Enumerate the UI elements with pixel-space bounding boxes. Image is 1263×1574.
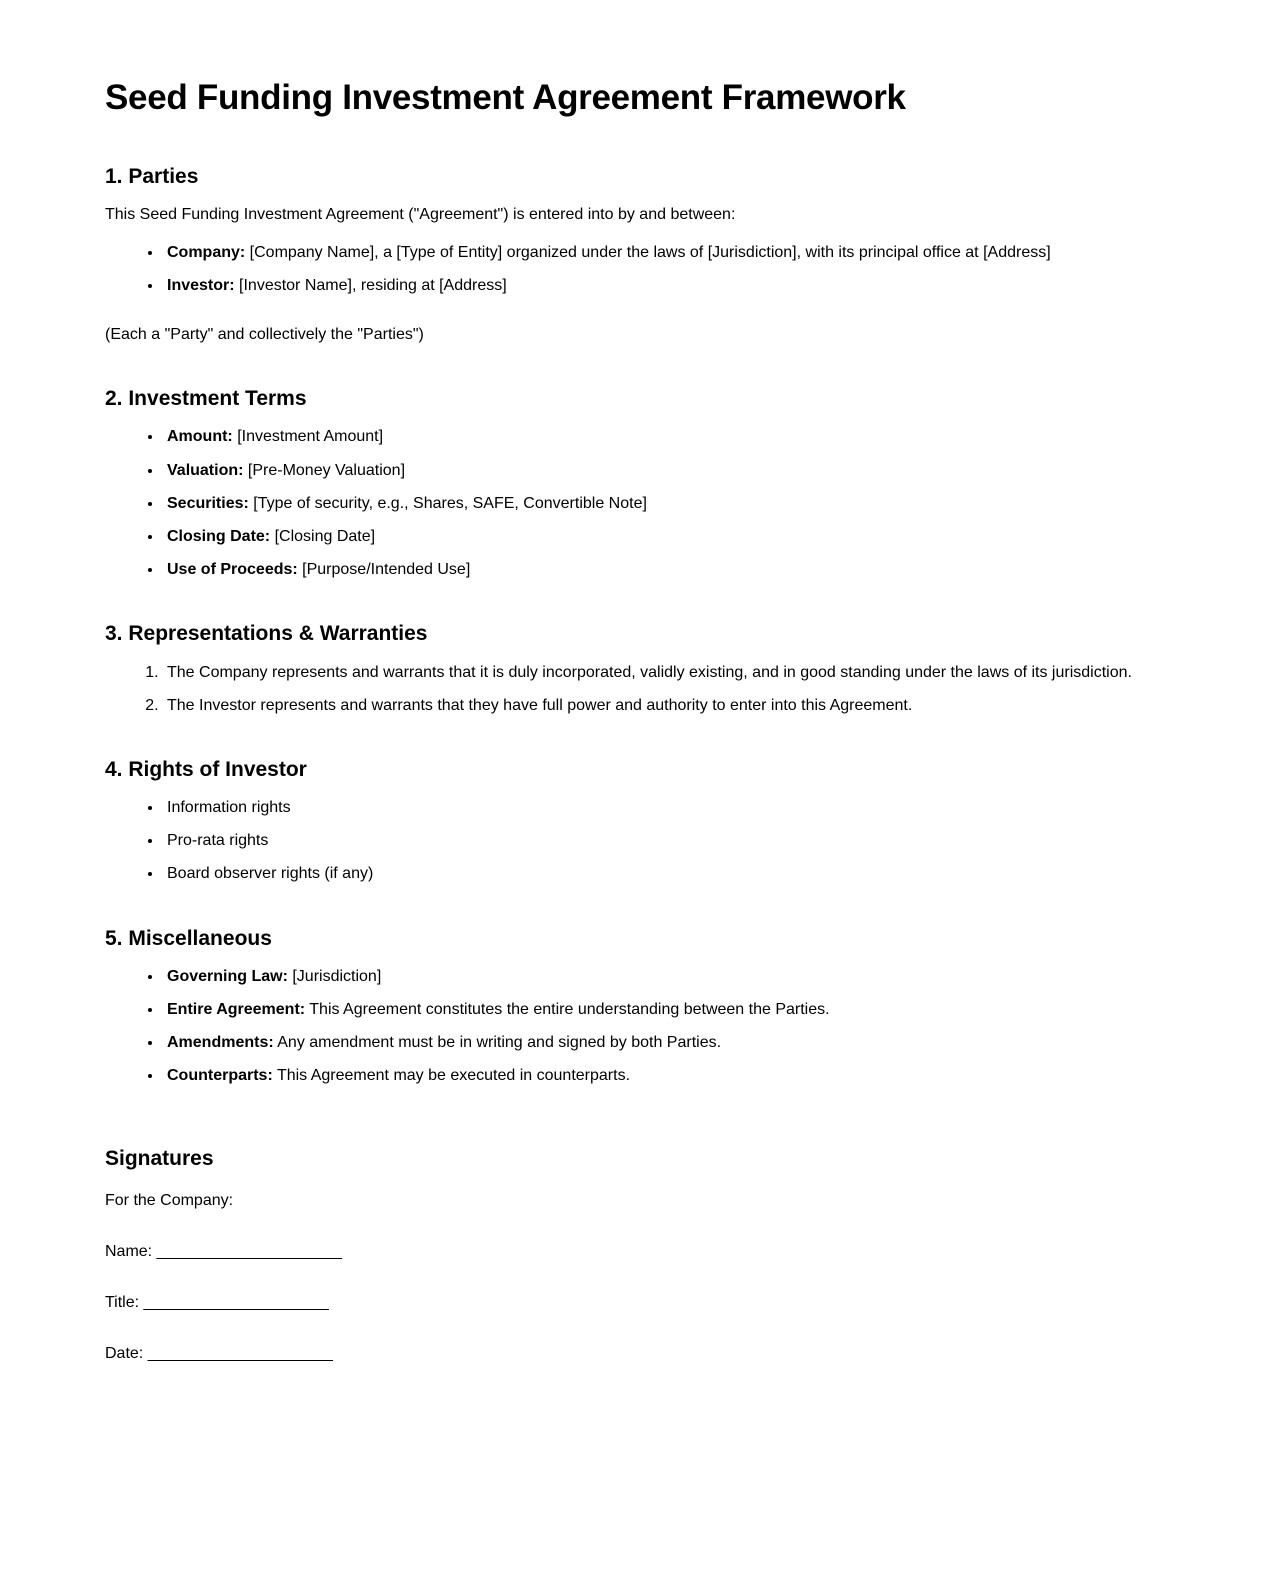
- list-item: • Board observer rights (if any): [163, 862, 1158, 885]
- signature-field-label: Name:: [105, 1242, 157, 1260]
- list-item: 1. The Company represents and warrants that it is duly incorporated, validly existing, and in good standing under the laws of its jurisdiction.: [163, 661, 1158, 684]
- list-item-label: Entire Agreement:: [167, 1001, 306, 1018]
- signature-field-label: Title:: [105, 1294, 144, 1312]
- section-investment-terms: [105, 386, 1158, 581]
- list-item-text: [Pre-Money Valuation]: [243, 461, 406, 479]
- list-item-label: Investor:: [167, 276, 235, 294]
- list-item-label: Company:: [167, 243, 246, 261]
- list-item-text: [Investor Name], residing at [Address]: [234, 276, 507, 294]
- list-item: [163, 998, 1158, 1021]
- section-heading-miscellaneous: 5. Miscellaneous: [105, 926, 272, 950]
- list-item: • Information rights: [163, 796, 1158, 819]
- list-item: [163, 558, 1158, 581]
- list-item: [163, 459, 1158, 482]
- section-miscellaneous: [105, 926, 1158, 1088]
- list-item: [163, 241, 1158, 264]
- signature-field-label: Date:: [105, 1345, 148, 1363]
- list-item-text: [Closing Date]: [270, 527, 376, 545]
- signature-fill-line[interactable]: ______________________: [156, 1242, 342, 1260]
- representations-list: [105, 661, 1158, 717]
- signature-fill-line[interactable]: ______________________: [147, 1345, 333, 1363]
- list-item: [163, 1064, 1158, 1087]
- section-rights-of-investor: [105, 757, 1158, 886]
- section-parties: [105, 164, 1158, 346]
- list-item-label: Counterparts:: [167, 1067, 273, 1085]
- list-item: [163, 1031, 1158, 1054]
- list-item-label: Valuation:: [167, 461, 244, 479]
- list-item: [163, 425, 1158, 448]
- list-item-label: Closing Date:: [167, 527, 271, 545]
- list-item: 2. The Investor represents and warrants that they have full power and authority to enter into this Agreement.: [163, 694, 1158, 717]
- section-heading-investment-terms: 2. Investment Terms: [105, 387, 307, 411]
- list-item-text: [Type of security, e.g., Shares, SAFE, Convertible Note]: [248, 494, 647, 512]
- list-item-text: [Company Name], a [Type of Entity] organized under the laws of [Jurisdiction], with its principal office at [Address]: [245, 243, 1051, 261]
- parties-list: [105, 241, 1158, 297]
- signature-field-name: [105, 1240, 1158, 1263]
- list-item-label: Amendments:: [167, 1034, 274, 1052]
- investment-terms-list: [105, 425, 1158, 581]
- list-item-label: Amount:: [167, 428, 233, 446]
- list-item-label: Governing Law:: [167, 967, 288, 985]
- signatures-intro-text: For the Company:: [105, 1191, 234, 1209]
- list-item-text: [Jurisdiction]: [287, 967, 382, 985]
- signature-fill-line[interactable]: ______________________: [143, 1294, 329, 1312]
- signature-field-date: [105, 1342, 1158, 1365]
- list-item-label: Use of Proceeds:: [167, 561, 298, 579]
- list-item-text: This Agreement may be executed in counterparts.: [272, 1067, 631, 1085]
- signatures-section: [105, 1146, 1158, 1366]
- section-heading-parties: 1. Parties: [105, 165, 199, 189]
- section-heading-rights-of-investor: 4. Rights of Investor: [105, 757, 307, 781]
- list-item: [163, 965, 1158, 988]
- list-item: [163, 525, 1158, 548]
- signature-field-title: [105, 1291, 1158, 1314]
- list-item-text: Any amendment must be in writing and signed by both Parties.: [273, 1034, 722, 1052]
- list-item-text: [Purpose/Intended Use]: [297, 561, 471, 579]
- page-title: Seed Funding Investment Agreement Framework: [105, 78, 906, 117]
- list-item-label: Securities:: [167, 494, 249, 512]
- section-heading-representations-warranties: 3. Representations & Warranties: [105, 622, 428, 646]
- list-item-text: [Investment Amount]: [232, 428, 384, 446]
- list-item-text: This Agreement constitutes the entire understanding between the Parties.: [305, 1001, 830, 1018]
- miscellaneous-list: [105, 965, 1158, 1088]
- section-representations-warranties: [105, 621, 1158, 717]
- list-item: [163, 492, 1158, 515]
- signatures-heading: Signatures: [105, 1146, 214, 1170]
- rights-of-investor-list: [105, 796, 1158, 886]
- parties-intro-text: This Seed Funding Investment Agreement ("Agreement") is entered into by and between:: [105, 206, 736, 224]
- parties-closing-text: (Each a "Party" and collectively the "Parties"): [105, 326, 424, 343]
- list-item: [163, 274, 1158, 297]
- list-item: • Pro-rata rights: [163, 829, 1158, 852]
